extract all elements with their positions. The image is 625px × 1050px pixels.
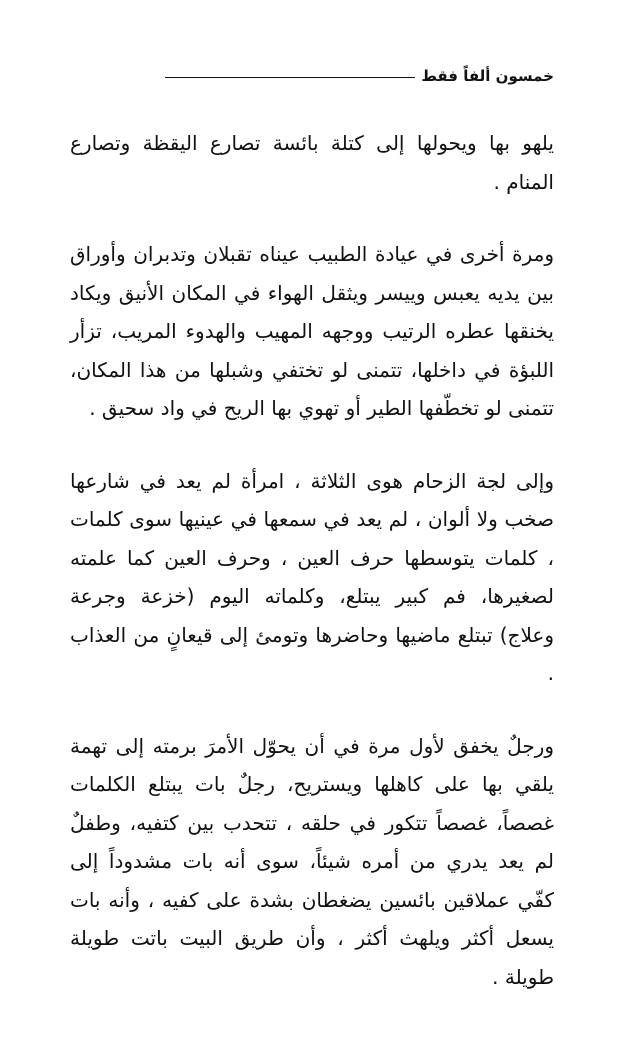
book-page	[70, 0, 554, 1050]
paragraph: ومرة أخرى في عيادة الطبيب عيناه تقبلان وتدبران وأوراق بين يديه يعبس وييسر ويثقل الهواء في المكان الأنيق ويكاد يخنقها عطره الرتيب ووجهه المهيب والهدوء المريب، تزأر اللبؤة في داخلها، تتمنى لو تختفي وشبلها من هذا المكان، تتمنى لو تخطّفها الطير أو تهوي بها الريح في واد سحيق .	[70, 242, 554, 420]
body-text	[70, 124, 554, 1030]
paragraph: ورجلٌ يخفق لأول مرة في أن يحوّل الأمرَ برمته إلى تهمة يلقي بها على كاهلها ويستريح، رجلٌ بات يبتلع الكلمات غصصاً، غصصاً تتكور في حلقه ، تتحدب بين كتفيه، وطفلٌ لم يعد يدري من أمره شيئاً، سوى أنه بات مشدوداً إلى كفّي عملاقين بائسين يضغطان بشدة على كفيه ، وأنه بات يسعل أكثر ويلهث أكثر ، وأن طريق البيت باتت طويلة طويلة .	[70, 733, 554, 989]
chapter-title: خمسون ألفاً فقط	[421, 67, 554, 85]
paragraph: يلهو بها ويحولها إلى كتلة بائسة تصارع اليقظة وتصارع المنام .	[70, 131, 554, 194]
paragraph: وإلى لجة الزحام هوى الثلاثة ، امرأة لم يعد في شارعها صخب ولا ألوان ، لم يعد في سمعها في عينيها سوى كلمات ، كلمات يتوسطها حرف العين ، وحرف العين كما علمته لصغيرها، فم كبير يبتلع، وكلماته اليوم (خزعة وجرعة وعلاج) تبتلع ماضيها وحاضرها وتومئ إلى قيعانٍ من العذاب .	[70, 468, 554, 685]
running-header	[70, 64, 554, 88]
header-rule	[165, 77, 415, 78]
